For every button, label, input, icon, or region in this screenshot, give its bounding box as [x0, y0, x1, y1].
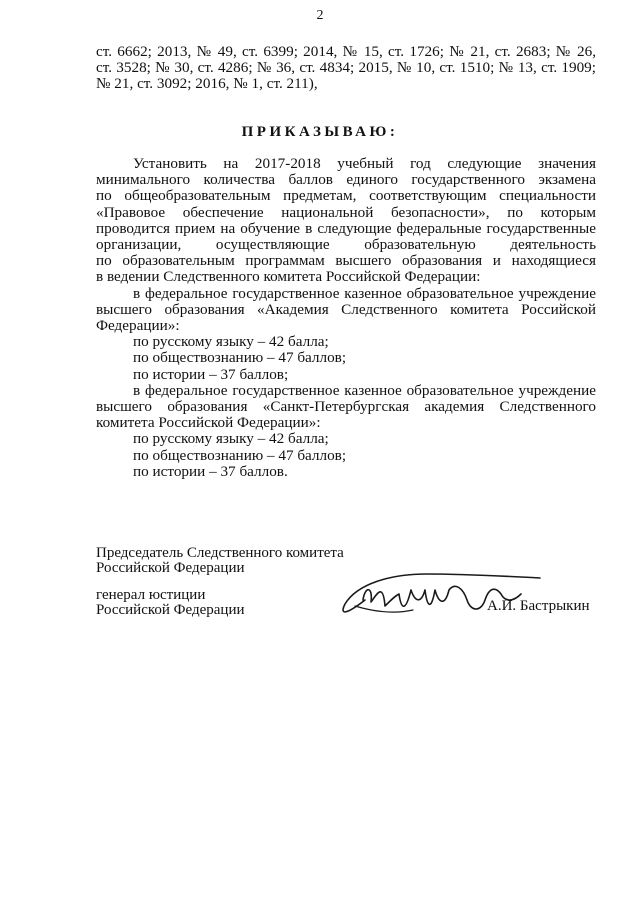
- handwritten-signature: [335, 560, 550, 630]
- text-line: высшего образования «Санкт-Петербургская академия Следственного: [96, 398, 596, 416]
- position-line: Российской Федерации: [96, 559, 245, 576]
- text-line: проводится прием на обучение в следующие федеральные государственные: [96, 219, 596, 237]
- text-line: ст. 6662; 2013, № 49, ст. 6399; 2014, № 15, ст. 1726; № 21, ст. 2683; № 26,: [96, 43, 596, 60]
- signatory-rank: [96, 588, 245, 617]
- score-item: по русскому языку – 42 балла;: [133, 430, 329, 448]
- text-line: по образовательным программам высшего образования и находящиеся: [96, 252, 596, 270]
- text-line: комитета Российской Федерации»:: [96, 414, 321, 432]
- score-item: по истории – 37 баллов.: [133, 462, 288, 480]
- signatory-position: [96, 546, 344, 575]
- text-line: в федеральное государственное казенное образовательное учреждение: [133, 381, 596, 399]
- text-line: в федеральное государственное казенное образовательное учреждение: [133, 284, 596, 302]
- position-line: Председатель Следственного комитета: [96, 545, 344, 561]
- legal-references: [96, 44, 596, 93]
- page-number: 2: [316, 8, 324, 23]
- text-line: организации, осуществляющие образовательную деятельность: [96, 236, 596, 254]
- order-heading: ПРИКАЗЫВАЮ:: [241, 124, 399, 140]
- signatory-name: А.И. Бастрыкин: [487, 598, 590, 614]
- text-line: минимального количества баллов единого государственного экзамена: [96, 171, 596, 189]
- text-line: по общеобразовательным предметам, соответствующим специальности: [96, 187, 596, 205]
- score-item: по обществознанию – 47 баллов;: [133, 446, 347, 464]
- score-item: по истории – 37 баллов;: [133, 365, 289, 383]
- rank-line: генерал юстиции: [96, 587, 206, 603]
- rank-line: Российской Федерации: [96, 601, 245, 618]
- text-line: ст. 3528; № 30, ст. 4286; № 36, ст. 4834; 2015, № 10, ст. 1510; № 13, ст. 1909;: [96, 59, 596, 77]
- score-item: по обществознанию – 47 баллов;: [133, 349, 347, 367]
- score-item: по русскому языку – 42 балла;: [133, 333, 329, 351]
- text-line: высшего образования «Академия Следственного комитета Российской: [96, 300, 596, 318]
- text-line: Установить на 2017-2018 учебный год следующие значения: [133, 155, 596, 172]
- order-body: [96, 156, 596, 480]
- text-line: в ведении Следственного комитета Российской Федерации:: [96, 268, 481, 286]
- text-line: Федерации»:: [96, 317, 180, 335]
- text-line: «Правовое обеспечение национальной безопасности», по которым: [96, 203, 596, 221]
- text-line: № 21, ст. 3092; 2016, № 1, ст. 211),: [96, 75, 318, 93]
